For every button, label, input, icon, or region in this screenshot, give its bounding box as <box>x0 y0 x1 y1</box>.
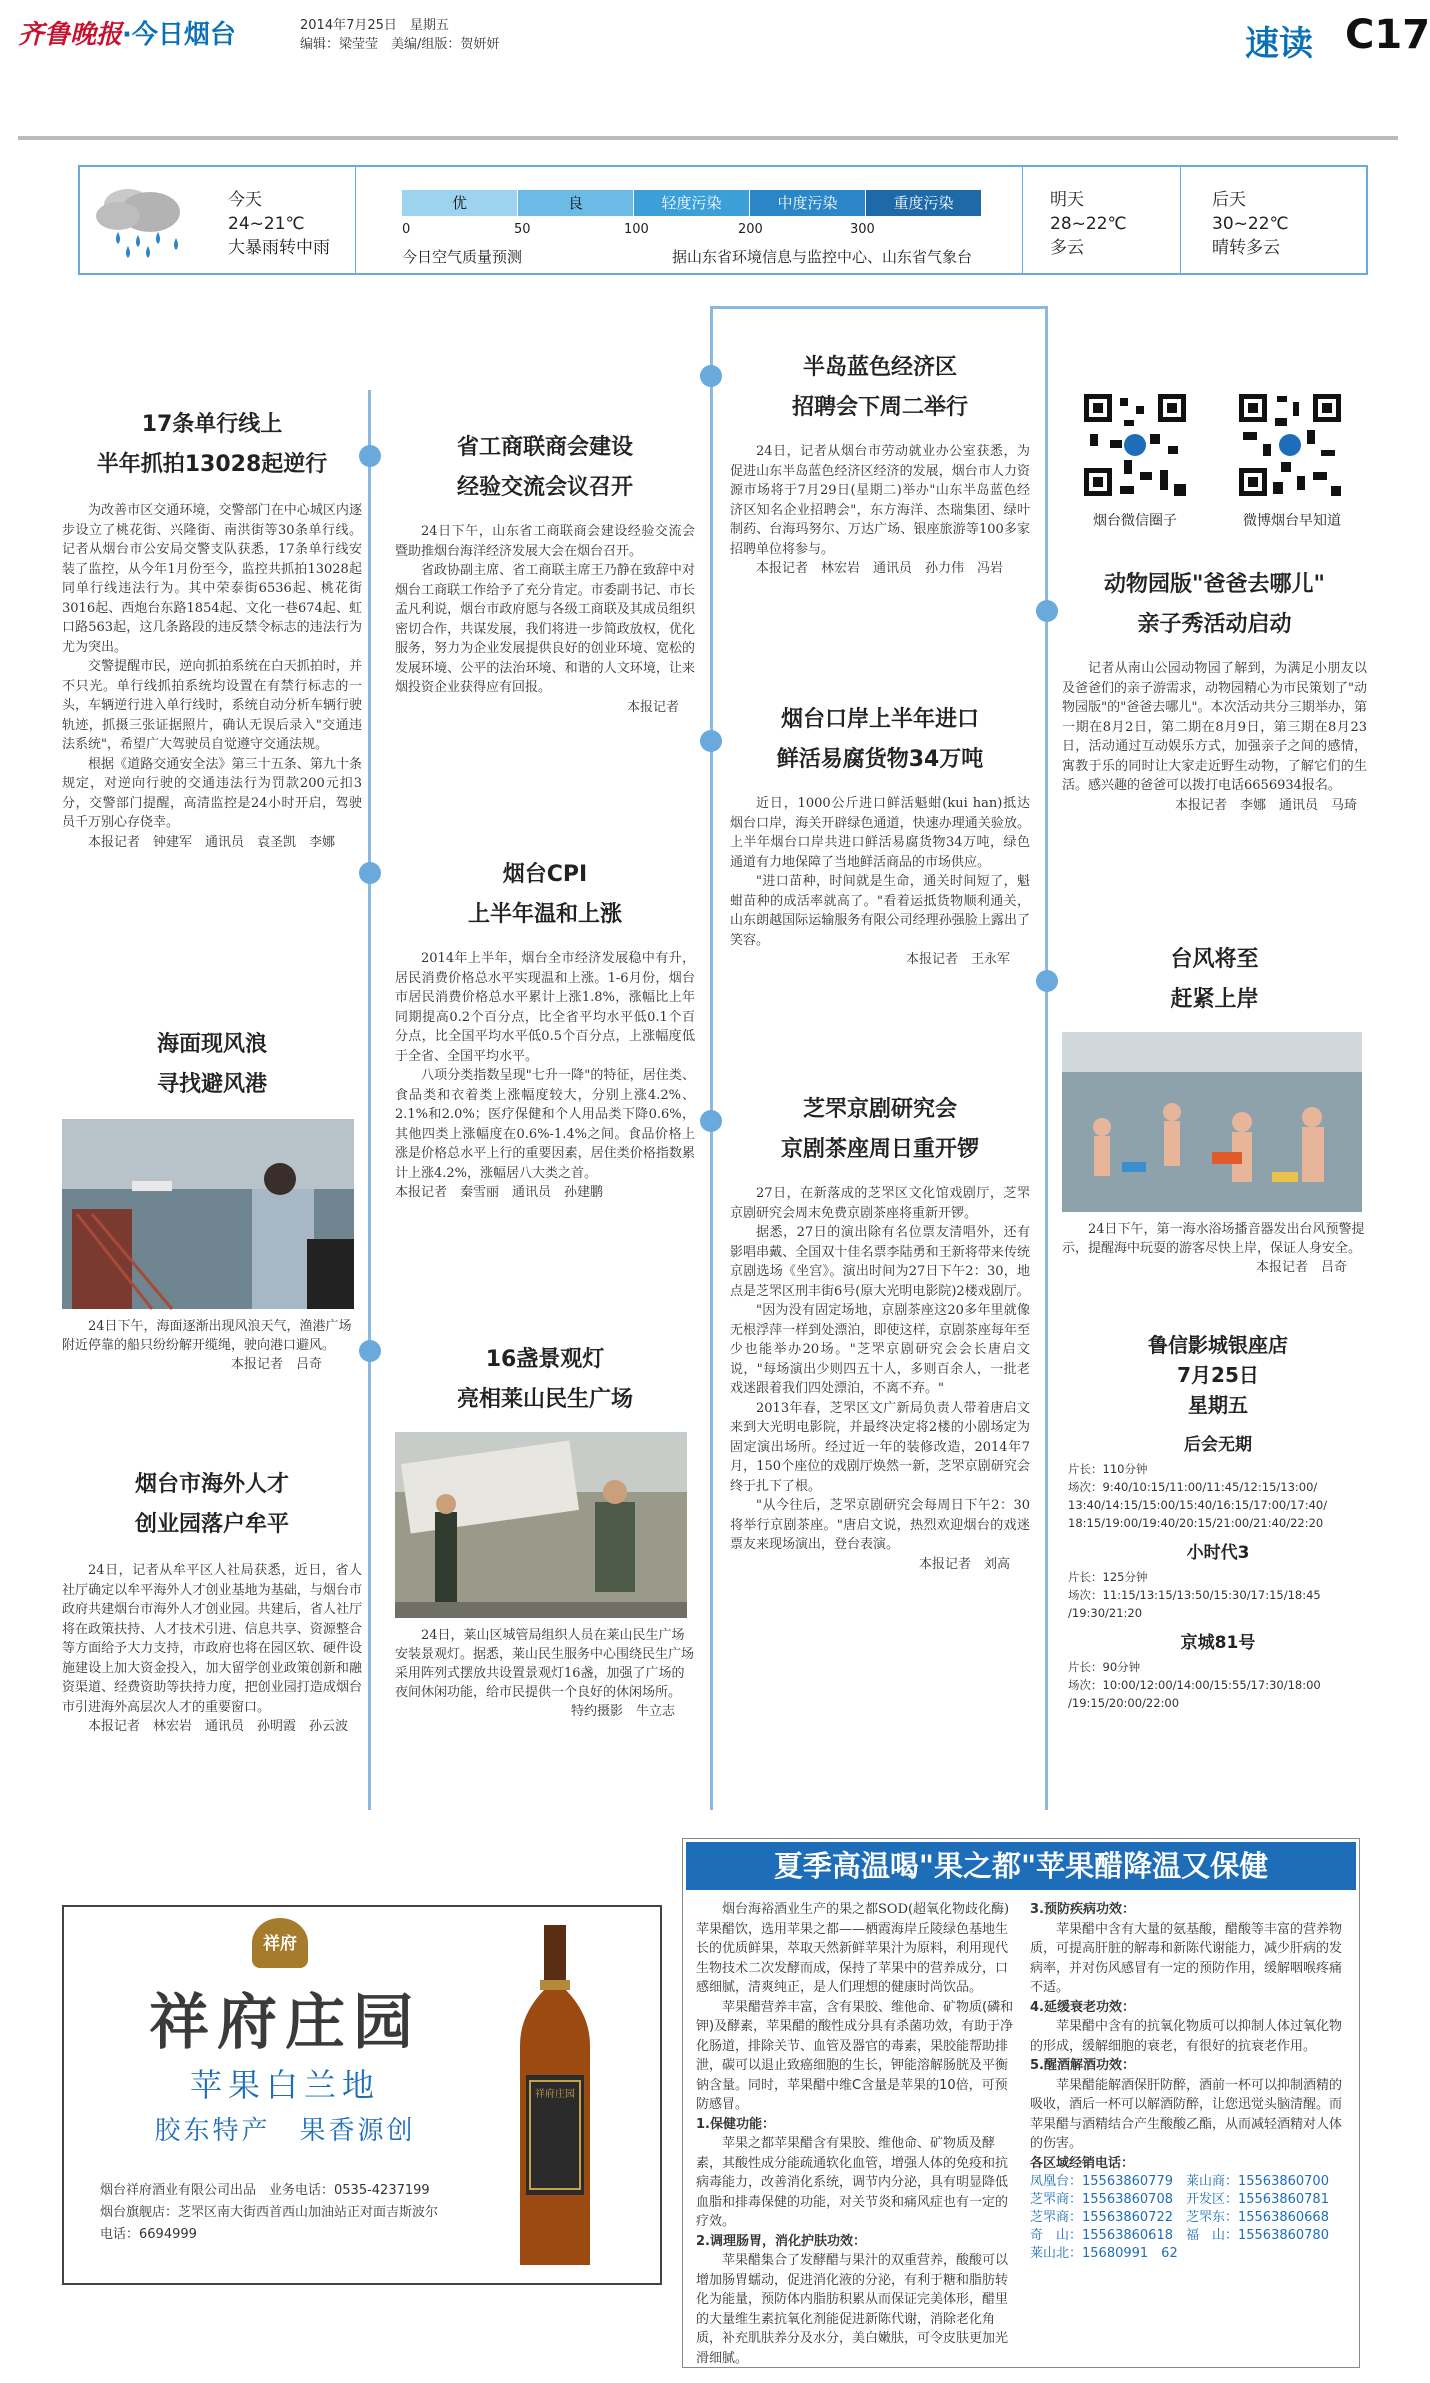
workers-photo <box>395 1432 687 1618</box>
ad-body-left <box>696 1900 1014 2368</box>
aqi-ticks <box>402 222 1002 242</box>
aqi-caption <box>402 246 1002 267</box>
today-temp: 24~21℃ <box>228 214 305 234</box>
aqi-tick: 50 <box>514 222 531 237</box>
article-title: 赶紧上岸 <box>1170 987 1259 1012</box>
paragraph: 近日，1000公斤进口鲜活魁蚶(kui han)抵达烟台口岸，海关开辟绿色通道，快速办理通关验放。上半年烟台口岸共进口鲜活易腐货物34万吨，绿色通道有力地保障了当地鲜活商品的市场供应。 <box>730 796 1030 870</box>
brand-badge: 祥府 <box>252 1918 308 1968</box>
paragraph: 苹果醋集合了发酵醋与果汁的双重营养，酸酸可以增加肠胃蠕动，促进消化液的分泌，有利于糖和脂肪转化为能量，预防体内脂肪积累从而保证完美体形，醋里的大量维生素抗氧化剂能促进新陈代谢，消除老化角质，补充肌肤养分及水分，美白嫩肤，可令皮肤更加光滑细腻。 <box>696 2253 1009 2366</box>
photo-caption: 24日下午，第一海水浴场播音器发出台风预警提示，提醒海中玩耍的游客尽快上岸，保证人身安全。 <box>1062 1222 1365 1256</box>
qr-label-wechat: 烟台微信圈子 <box>1093 513 1177 529</box>
byline: 本报记者 李娜 通讯员 马琦 <box>1174 797 1357 813</box>
paragraph: 苹果醋营养丰富，含有果胶、维他命、矿物质(磷和钾)及酵素，苹果醋的酸性成分具有杀菌功效，有助于净化肠道，排除关节、血管及器官的毒素，果胶能帮助排泄，碳可以退止致癌细胞的生长，钾能溶解肠胱及平衡钠含量。同时，苹果醋中维C含量是苹果的10倍，可预防感冒。 <box>696 1999 1014 2112</box>
column-divider <box>368 390 371 1810</box>
masthead <box>18 14 278 54</box>
column-top-rule <box>710 306 1048 309</box>
bullet-dot <box>700 730 722 752</box>
aqi-tick: 200 <box>738 222 763 237</box>
film-length: 片长：125分钟 <box>1068 1570 1148 1584</box>
byline: 本报记者 秦雪丽 通讯员 孙建鹏 <box>395 1185 604 1200</box>
article-title: 17条单行线上 <box>141 412 283 437</box>
paragraph: "进口苗种，时间就是生命，通关时间短了，魁蚶苗种的成活率就高了。"看着运抵货物顺利通关，山东朗越国际运输服务有限公司经理孙强脸上露出了笑容。 <box>730 874 1030 948</box>
ad-company: 烟台祥府酒业有限公司出品 业务电话：0535-4237199 <box>100 2183 430 2198</box>
paragraph: 苹果醋能解酒保肝防醉，酒前一杯可以抑制酒精的吸收，酒后一杯可以解酒防醉，让您迅觉头脑清醒。而苹果醋与酒精结合产生酸酸乙酯，从而减轻酒精对人体的伤害。 <box>1030 2077 1343 2151</box>
article-body <box>62 1561 362 1717</box>
article-harbor-waves <box>62 1025 362 1374</box>
article-title: 半岛蓝色经济区 <box>802 355 957 380</box>
article-commerce-meeting <box>395 428 695 717</box>
today-desc: 大暴雨转中雨 <box>228 238 330 258</box>
paragraph: 27日，在新落成的芝罘区文化馆戏剧厅，芝罘京剧研究会周末免费京剧茶座将重新开锣。 <box>730 1186 1030 1221</box>
film-entry <box>1068 1538 1368 1622</box>
dealer-contact-line: 凤凰台：15563860779 莱山商：15563860700 <box>1030 2174 1329 2189</box>
byline: 特约摄影 牛立志 <box>570 1704 675 1719</box>
aqi-level-good: 良 <box>518 190 634 216</box>
masthead-subtitle: 今日烟台 <box>131 20 236 50</box>
byline: 本报记者 钟建军 通讯员 袁圣凯 李娜 <box>88 834 336 850</box>
article-body <box>730 442 1030 559</box>
header-rule <box>18 136 1398 140</box>
paragraph: 2013年春，芝罘区文广新局负责人带着唐启文来到大光明电影院，并最终决定将2楼的小剧场定为固定演出场所。经过近一年的装修改造，2014年7月，150个座位的戏剧厅焕然一新，芝罘京剧研究会终于扎下了根。 <box>730 1400 1030 1494</box>
byline: 本报记者 林宏岩 通讯员 孙明霞 孙云波 <box>88 1719 349 1734</box>
bullet-dot <box>359 862 381 884</box>
paragraph: 24日下午，山东省工商联商会建设经验交流会暨助推烟台海洋经济发展大会在烟台召开。 <box>395 524 695 559</box>
article-body <box>395 522 695 698</box>
byline: 本报记者 王永军 <box>905 952 1010 967</box>
paragraph: 据悉，27日的演出除有名位票友清唱外，还有影唱串戴、全国双十佳名票李陆勇和王新将带来传统京剧选场《坐宫》。演出时间为27日下午2：30，地点是芝罘区刑丰街6号(原大光明电影院)2楼戏剧厅。 <box>730 1225 1030 1299</box>
paragraph: "因为没有固定场地，京剧茶座这20多年里就像无根浮萍一样到处漂泊，即使这样，京剧茶座每年至少也能举办20场。"芝罘京剧研究会会长唐启文说，"每场演出少则四五十人，多则百余人，一批老戏迷跟着我们四处漂泊，不离不弃。" <box>730 1303 1030 1396</box>
column-divider <box>710 306 713 1810</box>
aqi-tick: 100 <box>624 222 649 237</box>
article-title: 亲子秀活动启动 <box>1137 612 1292 637</box>
ad-subheading: 5.醒酒解酒功效： <box>1030 2058 1135 2073</box>
beach-photo <box>1062 1032 1362 1212</box>
weather-divider <box>355 167 356 273</box>
paragraph: 24日，记者从牟平区人社局获悉，近日，省人社厅确定以牟平海外人才创业基地为基础，与烟台市政府共建烟台市海外人才创业园。共建后，省人社厅将在政策扶持、人才技术引进、信息共享、资源整合等方面给予大力支持，市政府也将在园区软、硬件设施建设上加大资金投入，加大留学创业政策创新和融资渠道、经费资助等扶持力度，把创业园打造成烟台市引进海外高层次人才的重要窗口。 <box>62 1563 362 1715</box>
qr-code-weibo[interactable] <box>1235 390 1345 500</box>
byline: 本报记者 <box>626 699 679 715</box>
qr-label-weibo: 微博烟台早知道 <box>1243 513 1341 529</box>
dealer-contact-line: 芝罘商：15563860722 芝罘东：15563860668 <box>1030 2210 1329 2225</box>
cinema-weekday: 星期五 <box>1188 1393 1248 1417</box>
after-temp: 30~22℃ <box>1212 214 1289 234</box>
article-title: 海面现风浪 <box>156 1032 267 1057</box>
film-showtimes: 场次：10:00/12:00/14:00/15:55/17:30/18:00 <box>1068 1678 1321 1692</box>
aqi-tick: 0 <box>402 222 411 237</box>
paragraph: 八项分类指数呈现"七升一降"的特征，居住类、食品类和衣着类上涨幅度较大，分别上涨4.2%、2.1%和2.0%；医疗保健和个人用品类下降0.6%，其他四类上涨幅度在0.6%-1.4%之间。食品价格上涨是价格总水平上行的重要因素，居住类价格指数累计上涨4.2%，涨幅居八大类之首。 <box>395 1068 695 1181</box>
article-title: 台风将至 <box>1170 947 1259 972</box>
ad-subheading: 4.延缓衰老功效： <box>1030 1999 1135 2015</box>
article-title: 创业园落户牟平 <box>134 1512 289 1537</box>
film-title: 京城81号 <box>1180 1633 1256 1653</box>
aqi-caption-right: 据山东省环境信息与监控中心、山东省气象台 <box>672 248 973 266</box>
byline: 本报记者 吕奇 <box>1255 1260 1347 1275</box>
byline: 本报记者 刘高 <box>918 1556 1010 1572</box>
masthead-separator: · <box>122 20 132 50</box>
paragraph: 烟台海裕酒业生产的果之都SOD(超氧化物歧化酶)苹果醋饮，选用苹果之都——栖霞海岸丘陵绿色基地生长的优质鲜果，萃取天然新鲜苹果汁为原料，利用现代生物技术二次发酵而成，保持了苹果中的营养成分，口感细腻，清爽纯正，是人们理想的健康时尚饮品。 <box>696 1902 1010 1995</box>
ad-subheading: 各区域经销电话： <box>1030 2155 1135 2171</box>
after-label: 后天 <box>1212 190 1246 210</box>
editor-credit: 编辑：梁莹莹 美编/组版：贺妍妍 <box>300 37 500 52</box>
article-body <box>62 501 362 833</box>
film-title: 小时代3 <box>1186 1543 1250 1563</box>
weather-today <box>228 188 330 260</box>
photo-caption: 24日下午，海面逐渐出现风浪天气，渔港广场附近停靠的船只纷纷解开缆绳，驶向港口避风。 <box>62 1319 352 1353</box>
article-landscape-lights <box>395 1340 695 1721</box>
article-title: 烟台市海外人才 <box>134 1472 289 1497</box>
article-title: 鲜活易腐货物34万吨 <box>776 747 984 772</box>
film-length: 片长：90分钟 <box>1068 1660 1141 1674</box>
article-talent-park <box>62 1465 362 1736</box>
weather-after-tomorrow <box>1212 188 1289 260</box>
after-desc: 晴转多云 <box>1212 238 1280 258</box>
aqi-level-heavy: 重度污染 <box>866 190 982 216</box>
tomorrow-desc: 多云 <box>1050 238 1084 258</box>
ad-tagline: 苹果白兰地 <box>189 2066 380 2104</box>
article-title: 省工商联商会建设 <box>456 435 633 460</box>
film-showtimes: 场次：9:40/10:15/11:00/11:45/12:15/13:00/ <box>1068 1480 1318 1494</box>
article-zoo-family <box>1062 565 1367 815</box>
dealer-contact-line: 芝罘商：15563860708 开发区：15563860781 <box>1030 2192 1329 2207</box>
column-divider <box>1045 306 1048 1810</box>
film-showtimes: 场次：11:15/13:15/13:50/15:30/17:15/18:45 <box>1068 1588 1321 1602</box>
article-title: 16盏景观灯 <box>485 1347 605 1372</box>
article-title: 招聘会下周二举行 <box>791 395 968 420</box>
weather-divider <box>1180 167 1181 273</box>
section-name: 速读 <box>1245 24 1313 64</box>
film-showtimes: 18:15/19:00/19:40/20:15/21:00/21:40/22:20 <box>1068 1516 1324 1530</box>
aqi-level-moderate: 中度污染 <box>750 190 866 216</box>
today-label: 今天 <box>228 190 262 210</box>
aqi-caption-left: 今日空气质量预测 <box>402 248 523 266</box>
film-entry <box>1068 1628 1368 1712</box>
ad-body-right <box>1030 1900 1348 2263</box>
brand-name: 祥府庄园 <box>149 1988 421 2058</box>
article-title: 上半年温和上涨 <box>467 902 622 927</box>
ad-flagship: 烟台旗舰店：芝罘区南大街西首西山加油站正对面吉斯波尔 <box>100 2205 439 2220</box>
article-title: 京剧茶座周日重开锣 <box>780 1137 979 1162</box>
bottle-label: 祥府庄园 <box>535 2089 575 2100</box>
aqi-scale-bar <box>402 190 982 216</box>
article-title: 寻找避风港 <box>156 1072 267 1097</box>
article-title: 芝罘京剧研究会 <box>802 1097 957 1122</box>
article-title: 烟台口岸上半年进口 <box>780 707 979 732</box>
article-title: 半年抓拍13028起逆行 <box>96 452 328 477</box>
aqi-tick: 300 <box>850 222 875 237</box>
issue-date: 2014年7月25日 星期五 <box>300 18 449 33</box>
article-body <box>1062 659 1367 796</box>
article-port-imports <box>730 700 1030 969</box>
film-entry <box>1068 1430 1368 1532</box>
ad-headline: 夏季高温喝"果之都"苹果醋降温又保健 <box>686 1842 1356 1890</box>
paragraph: 苹果之都苹果醋含有果胶、维他命、矿物质及酵素，其酸性成分能疏通软化血管，增强人体的免疫和抗病毒能力，改善消化系统，调节内分泌，具有明显降低血脂和排毒保健的功能，对关节炎和痛风症也有一定的疗效。 <box>696 2136 1009 2229</box>
paragraph: 省政协副主席、省工商联主席王乃静在致辞中对烟台工商联工作给予了充分肯定。市委副书记、市长孟凡利说，烟台市政府愿与各级工商联及其成员组织密切合作，共谋发展，我们将进一步简政放权，优化服务，努力为企业发展提供良好的创业环境、宽松的发展环境、公平的法治环境、和谐的人文环境，让来烟投资企业获得应有回报。 <box>395 563 695 695</box>
ad-contact <box>100 2180 530 2246</box>
dealer-contact-line: 奇 山：15563860618 福 山：15563860780 <box>1030 2228 1329 2243</box>
ad-subheading: 1.保健功能： <box>696 2116 775 2132</box>
dealer-contact-line: 莱山北：15680991 62 <box>1030 2246 1178 2261</box>
article-job-fair <box>730 348 1030 578</box>
bullet-dot <box>1036 970 1058 992</box>
article-peking-opera <box>730 1090 1030 1574</box>
ad-tagline: 胶东特产 果香源创 <box>154 2116 416 2146</box>
cinema-date: 7月25日 <box>1177 1363 1259 1387</box>
qr-code-wechat[interactable] <box>1080 390 1190 500</box>
paragraph: 为改善市区交通环境，交警部门在中心城区内逐步设立了桃花街、兴隆街、南洪街等30条单行线。记者从烟台市公安局交警支队获悉，17条单行线安装了监控，从今年1月份至今，监控共抓拍13028起同单行线违法行为。其中荣泰街6536起、桃花街3016起、西炮台东路1854起、文化一巷674起、虹口路563起，这几条路段的违反禁令标志的违法行为尤为突出。 <box>62 503 362 655</box>
masthead-name: 齐鲁晚报 <box>18 20 123 50</box>
bullet-dot <box>1036 600 1058 622</box>
ad-subheading: 2.调理肠胃，消化护肤功效： <box>696 2233 866 2249</box>
bullet-dot <box>700 365 722 387</box>
bullet-dot <box>700 1110 722 1132</box>
article-body <box>730 794 1030 950</box>
ad-phone: 电话：6694999 <box>100 2227 197 2242</box>
paragraph: 苹果醋中含有的抗氧化物质可以抑制人体过氧化物的形成，缓解细胞的衰老，有很好的抗衰老作用。 <box>1030 2019 1343 2054</box>
article-title: 烟台CPI <box>502 862 588 887</box>
article-typhoon <box>1062 940 1367 1277</box>
film-showtimes: 13:40/14:15/15:00/15:40/16:15/17:00/17:40/ <box>1068 1498 1328 1512</box>
cinema-schedule <box>1068 1330 1368 1712</box>
paragraph: 苹果醋中含有大量的氨基酸，醋酸等丰富的营养物质，可提高肝脏的解毒和新陈代谢能力，减少肝病的发病率，并对伤风感冒有一定的预防作用，缓解咽喉疼痛不适。 <box>1030 1921 1343 1995</box>
film-showtimes: /19:15/20:00/22:00 <box>1068 1696 1180 1710</box>
article-title: 动物园版"爸爸去哪儿" <box>1104 572 1325 597</box>
paragraph: "从今往后，芝罘京剧研究会每周日下午2：30将举行京剧茶座。"唐启文说，热烈欢迎烟台的戏迷票友来现场演出，登台表演。 <box>730 1498 1030 1552</box>
byline: 本报记者 吕奇 <box>230 1357 322 1372</box>
ad-subheading: 3.预防疾病功效： <box>1030 1902 1135 1917</box>
article-title: 亮相莱山民生广场 <box>456 1387 633 1412</box>
film-showtimes: /19:30/21:20 <box>1068 1606 1143 1620</box>
paragraph: 2014年上半年，烟台全市经济发展稳中有升，居民消费价格总水平实现温和上涨。1-6月份，烟台市居民消费价格总水平累计上涨1.8%，涨幅比上年同期提高0.2个百分点，比全省平均水平低0.1个百分点，比全国平均水平低0.5个百分点，上涨幅度低于全省、全国平均水平。 <box>395 951 695 1064</box>
photo-caption: 24日，莱山区城管局组织人员在莱山民生广场安装景观灯。据悉，莱山民生服务中心围绕民生广场采用阵列式摆放共设置景观灯16盏，加强了广场的夜间休闲功能，给市民提供一个良好的休闲场所。 <box>395 1628 695 1700</box>
paragraph: 根据《道路交通安全法》第三十五条、第九十条规定，对逆向行驶的交通违法行为罚款200元扣3分，交警部门提醒，高清监控是24小时开启，驾驶员千万别心存侥幸。 <box>62 756 362 830</box>
bullet-dot <box>359 1340 381 1362</box>
rain-cloud-icon <box>88 180 198 260</box>
article-title: 经验交流会议召开 <box>456 475 633 500</box>
article-one-way-streets <box>62 405 362 852</box>
page-number: C17 <box>1345 12 1430 58</box>
article-body <box>395 949 695 1183</box>
article-cpi <box>395 855 695 1202</box>
bullet-dot <box>359 445 381 467</box>
aqi-level-excellent: 优 <box>402 190 518 216</box>
film-title: 后会无期 <box>1184 1435 1252 1455</box>
film-length: 片长：110分钟 <box>1068 1462 1148 1476</box>
tomorrow-temp: 28~22℃ <box>1050 214 1127 234</box>
weather-divider <box>1022 167 1023 273</box>
article-body <box>730 1184 1030 1555</box>
byline: 本报记者 林宏岩 通讯员 孙力伟 冯岩 <box>756 561 1004 576</box>
dealer-contacts <box>1030 2173 1348 2263</box>
header-meta <box>300 16 720 54</box>
weather-tomorrow <box>1050 188 1127 260</box>
harbor-photo <box>62 1119 354 1309</box>
cinema-name: 鲁信影城银座店 <box>1148 1333 1288 1357</box>
paragraph: 24日，记者从烟台市劳动就业办公室获悉，为促进山东半岛蓝色经济区经济的发展，烟台市人力资源市场将于7月29日(星期二)举办"山东半岛蓝色经济区知名企业招聘会"，东方海洋、杰瑞集团、绿叶制药、台海玛努尔、万达广场、银座旅游等100多家招聘单位将参与。 <box>730 444 1030 557</box>
tomorrow-label: 明天 <box>1050 190 1084 210</box>
paragraph: 记者从南山公园动物园了解到，为满足小朋友以及爸爸们的亲子游需求，动物园精心为市民策划了"动物园版"的"爸爸去哪儿"。本次活动共分三期举办，第一期在8月2日，第二期在8月9日，第三期在8月23日，活动通过互动娱乐方式，加强亲子之间的感情，寓教于乐的同时让大家走近野生动物，了解它们的生活。感兴趣的爸爸可以拨打电话6656934报名。 <box>1062 661 1367 793</box>
paragraph: 交警提醒市民，逆向抓拍系统在白天抓拍时，并不只光。单行线抓拍系统均设置在有禁行标志的一头，车辆逆行进入单行线时，系统自动分析车辆行驶轨迹，抓摄三张证据照片，确认无误后录入"交通违法系统"，希望广大驾驶员自觉遵守交通法规。 <box>62 659 362 752</box>
aqi-level-light: 轻度污染 <box>634 190 750 216</box>
